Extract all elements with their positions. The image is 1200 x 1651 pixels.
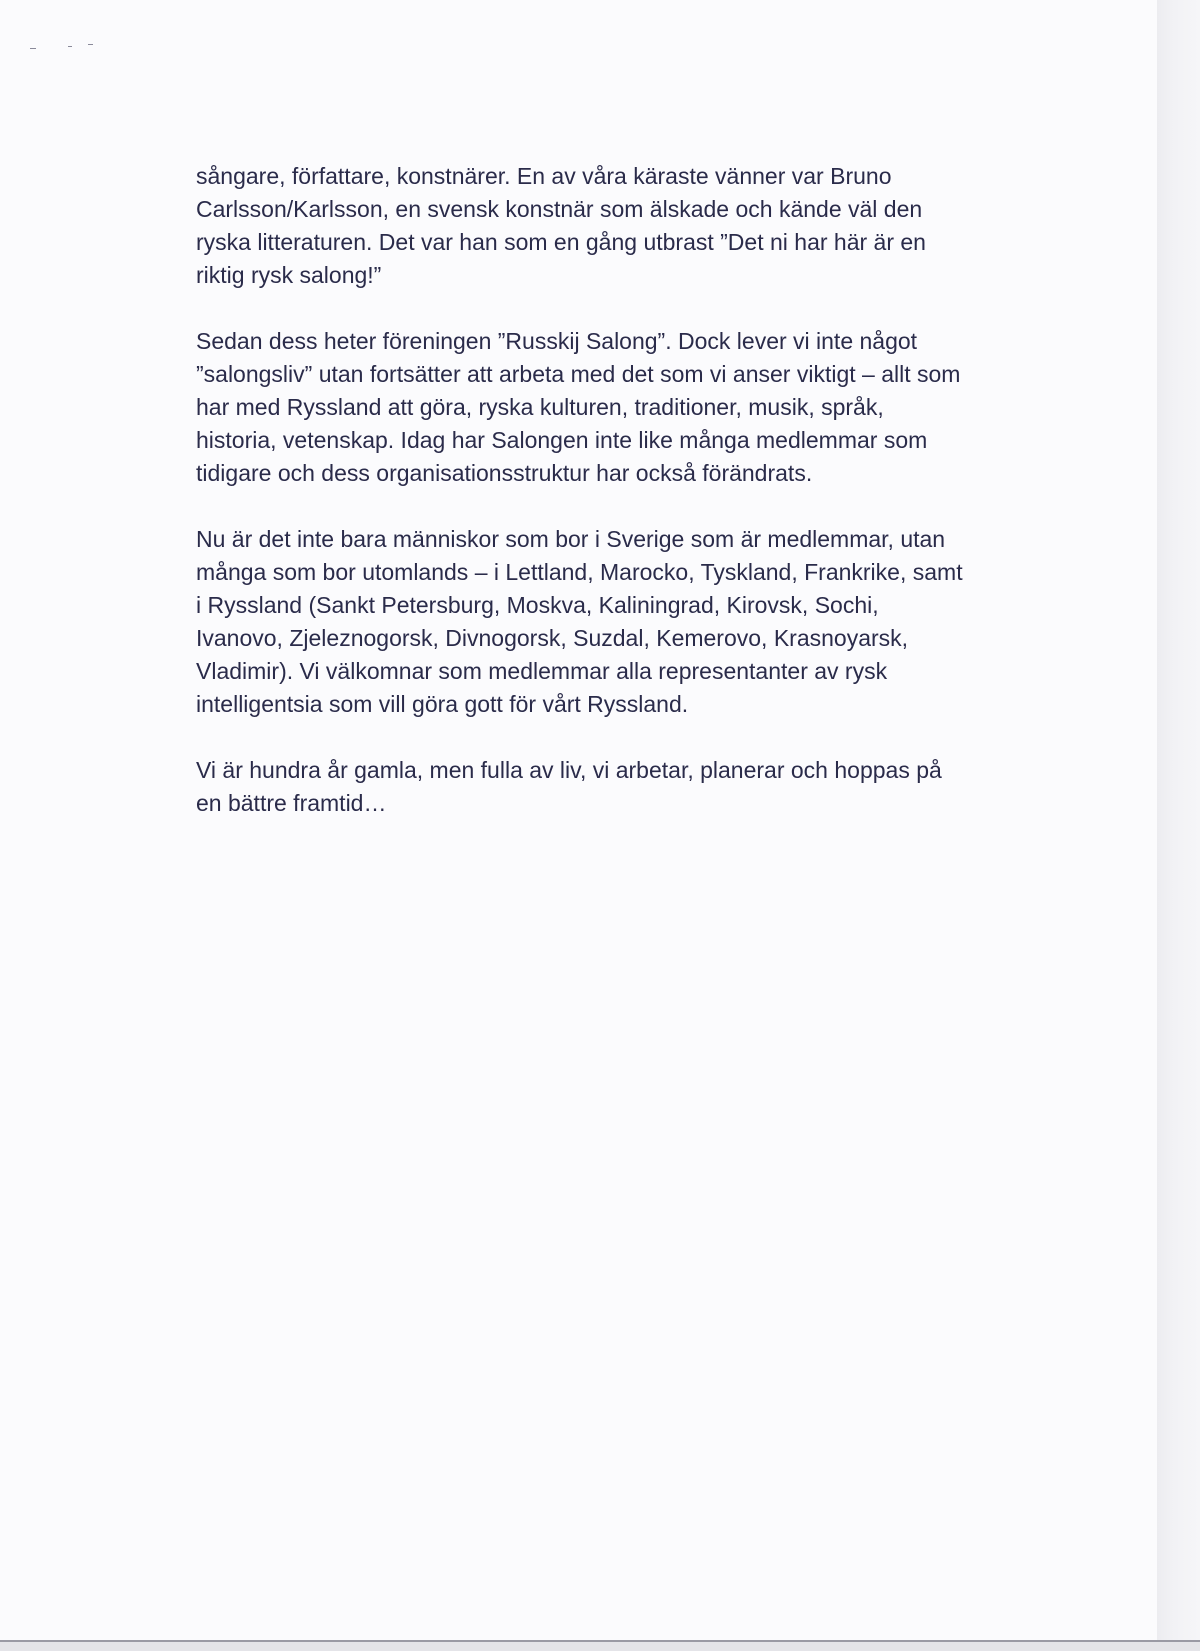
paragraph-1 [196,160,1096,292]
text-line: historia, vetenskap. Idag har Salongen inte like många medlemmar som [196,427,928,453]
text-line: Carlsson/Karlsson, en svensk konstnär som älskade och kände väl den [196,196,923,222]
paragraph-4 [196,754,1096,820]
text-line: ”salongsliv” utan fortsätter att arbeta med det som vi anser viktigt – allt som [196,361,961,387]
text-line: Ivanovo, Zjeleznogorsk, Divnogorsk, Suzdal, Kemerovo, Krasnoyarsk, [196,625,909,651]
text-line: sångare, författare, konstnärer. En av våra käraste vänner var Bruno [196,163,892,189]
text-line: Vladimir). Vi välkomnar som medlemmar alla representanter av rysk [196,658,888,684]
paragraph-2 [196,325,1096,490]
text-line: intelligentsia som vill göra gott för vårt Ryssland. [196,691,689,717]
text-line: tidigare och dess organisationsstruktur har också förändrats. [196,460,813,486]
text-line: ryska litteraturen. Det var han som en gång utbrast ”Det ni har här är en [196,229,926,255]
scan-artifact-marks [30,40,110,52]
text-line: Vi är hundra år gamla, men fulla av liv, vi arbetar, planerar och hoppas på [196,757,942,783]
text-line: i Ryssland (Sankt Petersburg, Moskva, Kaliningrad, Kirovsk, Sochi, [196,592,879,618]
scanner-margin [1157,0,1200,1651]
text-line: har med Ryssland att göra, ryska kulturen, traditioner, musik, språk, [196,394,884,420]
text-line: många som bor utomlands – i Lettland, Marocko, Tyskland, Frankrike, samt [196,559,963,585]
text-line: en bättre framtid… [196,790,387,816]
text-line: riktig rysk salong!” [196,262,382,288]
paragraph-3 [196,523,1096,721]
text-line: Nu är det inte bara människor som bor i Sverige som är medlemmar, utan [196,526,946,552]
document-body [196,160,1096,820]
text-line: Sedan dess heter föreningen ”Russkij Salong”. Dock lever vi inte något [196,328,918,354]
page-bottom-edge [0,1640,1200,1651]
